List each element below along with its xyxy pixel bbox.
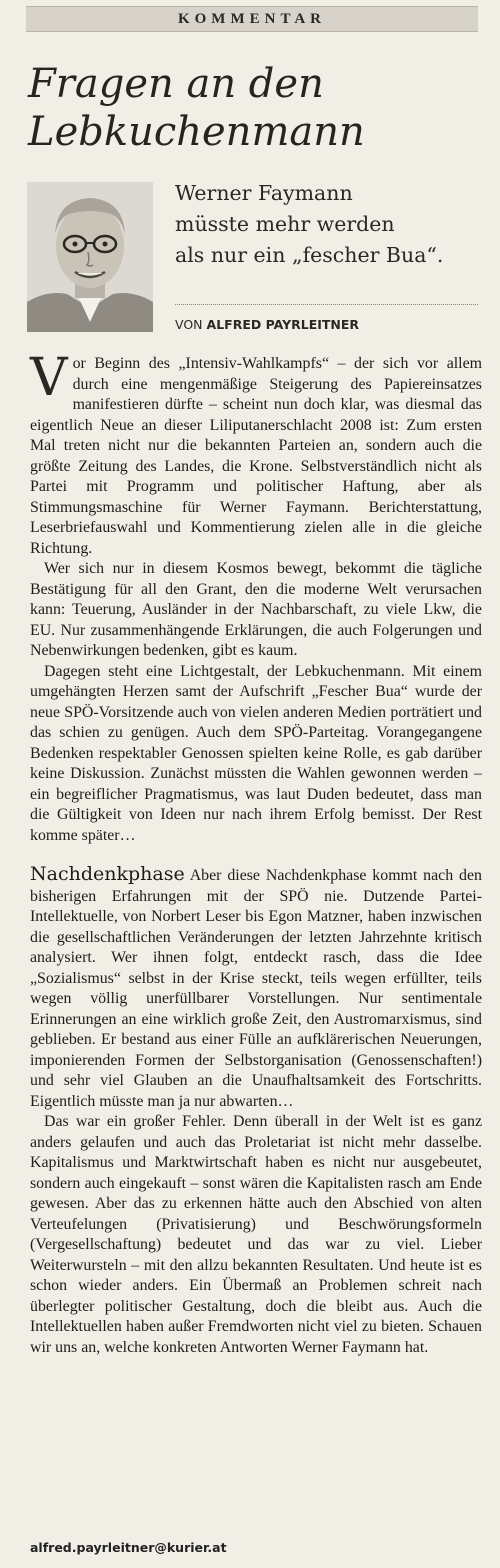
drop-cap: V bbox=[30, 348, 68, 408]
article-body bbox=[30, 348, 482, 1358]
author-portrait bbox=[27, 182, 153, 332]
headline-line-1: Fragen an den bbox=[28, 61, 324, 107]
headline-line-2: Lebkuchenmann bbox=[28, 109, 365, 155]
headline bbox=[28, 60, 478, 156]
paragraph-5: Das war ein großer Fehler. Denn überall in der Welt ist es ganz anders gelaufen und auch das Proletariat ist nicht mehr dasselbe. Kapitalismus und Marktwirtschaft haben es nicht nur ausgebeutet, sondern auch eingekauft – sonst wären die Kapitalisten rasch am Ende gewesen. Aber das zu erkennen hätte auch den Abschied von alten Verteufelungen (Privatisierung) und Beschwörungsformeln (Vergesellschaftung) bedeutet und das war zu viel. Lieber Weiterwursteln – mit den allzu bekannten Resultaten. Und heute ist es schon wieder anders. Ein Übermaß an Problemen schreit nach überlegter politischer Gestaltung, doch die bleibt aus. Auch die Intellektuellen haben außer Fremdworten nicht viel zu bieten. Schauen wir uns an, welche konkreten Antworten Werner Faymann hat. bbox=[30, 1113, 482, 1356]
paragraph-1-text: or Beginn des „Intensiv-Wahlkampfs“ – der sich vor allem durch eine mengenmäßige Steigerung des Papiereinsatzes manifestieren dürfte – scheint nun doch klar, was diesmal das eigentlich Neue an dieser Liliputanerschlacht 2008 ist: Zum ersten Mal treten nicht nur die bekannten Parteien an, sondern auch die größte Zeitung des Landes, die Krone. Selbstverständlich nicht als Partei mit Programm und politischer Haftung, aber als Stimmungsmaschine für Werner Faymann. Berichterstattung, Leserbriefauswahl und Kommentierung zielen alle in die gleiche Richtung. bbox=[30, 355, 482, 557]
subtitle-line-3: als nur ein „fescher Bua“. bbox=[175, 243, 444, 267]
byline bbox=[175, 317, 359, 332]
byline-divider bbox=[175, 304, 478, 305]
subtitle-line-1: Werner Faymann bbox=[175, 181, 353, 205]
paragraph-4-text: Aber diese Nachdenkphase kommt nach den bisherigen Erfahrungen mit der SPÖ nie. Dutzende Partei-Intellektuelle, von Norbert Leser bis Egon Matzner, haben inzwischen die gesellschaftlichen Veränderungen der letzten Jahrzehnte kritisch analysiert. Wer ihnen folgt, entdeckt rasch, dass die Idee „Sozialismus“ selbst in der Krise steckt, teils wegen erfüllter, teils wegen völlig unerfüllbarer Vorstellungen. Nur sentimentale Erinnerungen an eine wirklich große Zeit, den Austromarxismus, sind geblieben. Er bestand aus einer Fülle an aufklärerischen Neuerungen, imponierenden Formen der Selbstorganisation (Genossenschaften!) und sehr viel Glauben an die Unaufhaltsamkeit des Fortschritts. Eigentlich müsste man ja nur abwarten… bbox=[30, 867, 482, 1110]
section-rubric: KOMMENTAR bbox=[26, 6, 478, 32]
author-email[interactable]: alfred.payrleitner@kurier.at bbox=[30, 1540, 227, 1555]
paragraph-4 bbox=[30, 864, 482, 1112]
subtitle bbox=[175, 178, 475, 271]
subtitle-line-2: müsste mehr werden bbox=[175, 212, 395, 236]
author-portrait-photo bbox=[27, 182, 153, 332]
byline-prefix: VON bbox=[175, 317, 203, 332]
paragraph-3: Dagegen steht eine Lichtgestalt, der Lebkuchenmann. Mit einem umgehängten Herzen samt der Aufschrift „Fescher Bua“ wurde der neue SPÖ-Vorsitzende auch von vielen anderen Medien porträtiert und das schien zu genügen. Auch dem SPÖ-Parteitag. Vorangegangene Bedenken respektabler Genossen spielten keine Rolle, es gab darüber keine Diskussion. Zunächst müssten die Wahlen gewonnen werden – ein begreiflicher Pragmatismus, was laut Duden bedeutet, dass man die Gültigkeit von Ideen nur nach ihrem Erfolg bemisst. Der Rest komme später… bbox=[30, 662, 482, 844]
paragraph-1 bbox=[30, 348, 482, 559]
paragraph-2: Wer sich nur in diesem Kosmos bewegt, bekommt die tägliche Bestätigung für all den Grant, den die moderne Welt verursachen kann: Teuerung, Ausländer in der Nachbarschaft, zu viele Lkw, die EU. Nur zusammenhängende Erklärungen, die auch Folgerungen und Nebenwirkungen bedenken, gibt es kaum. bbox=[30, 560, 482, 659]
section-heading: Nachdenkphase bbox=[30, 863, 185, 885]
byline-author: ALFRED PAYRLEITNER bbox=[206, 317, 360, 332]
